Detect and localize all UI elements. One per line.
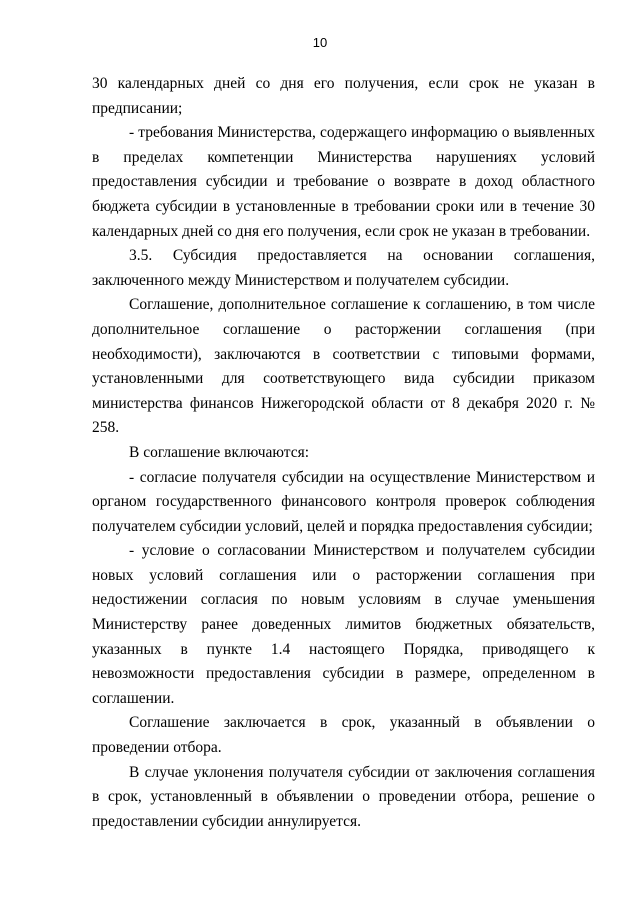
- paragraph-3-5: 3.5. Субсидия предоставляется на основании соглашения, заключенного между Министерством и получателем субсидии.: [92, 247, 595, 289]
- paragraph-requirement: - требования Министерства, содержащего информацию о выявленных в пределах компетенции Министерства нарушениях условий предоставления субсидии и требование о возврате в доход областного бюджета субсидии в установленные в требовании сроки или в течение 30 календарных дней со дня его получения, если срок не указан в требовании.: [92, 124, 595, 240]
- paragraph-agreement-includes: В соглашение включаются:: [129, 443, 310, 461]
- paragraph-agreement-forms: Соглашение, дополнительное соглашение к соглашению, в том числе дополнительное соглашение о расторжении соглашения (при необходимости), заключаются в соответствии с типовыми формами, установленными для соответствующего вида субсидии приказом министерства финансов Нижегородской области от 8 декабря 2020 г. № 258.: [92, 296, 595, 437]
- document-body: [92, 72, 595, 834]
- paragraph-term: Соглашение заключается в срок, указанный в объявлении о проведении отбора.: [92, 714, 595, 757]
- paragraph-consent: - согласие получателя субсидии на осуществление Министерством и органом государственного финансового контроля проверок соблюдения получателем субсидии условий, целей и порядка предоставления субсидии;: [92, 468, 595, 535]
- paragraph-evasion: В случае уклонения получателя субсидии от заключения соглашения в срок, установленный в объявлении о проведении отбора, решение о предоставлении субсидии аннулируется.: [92, 763, 595, 830]
- page-number: 10: [312, 35, 328, 50]
- paragraph-continuation: 30 календарных дней со дня его получения, если срок не указан в предписании;: [92, 75, 595, 117]
- paragraph-condition: - условие о согласовании Министерством и получателем субсидии новых условий соглашения или о расторжении соглашения при недостижении согласия по новым условиям в случае уменьшения Министерству ранее доведенных лимитов бюджетных обязательств, указанных в пункте 1.4 настоящего Порядка, приводящего к невозможности предоставления субсидии в размере, определенном в соглашении.: [92, 542, 595, 707]
